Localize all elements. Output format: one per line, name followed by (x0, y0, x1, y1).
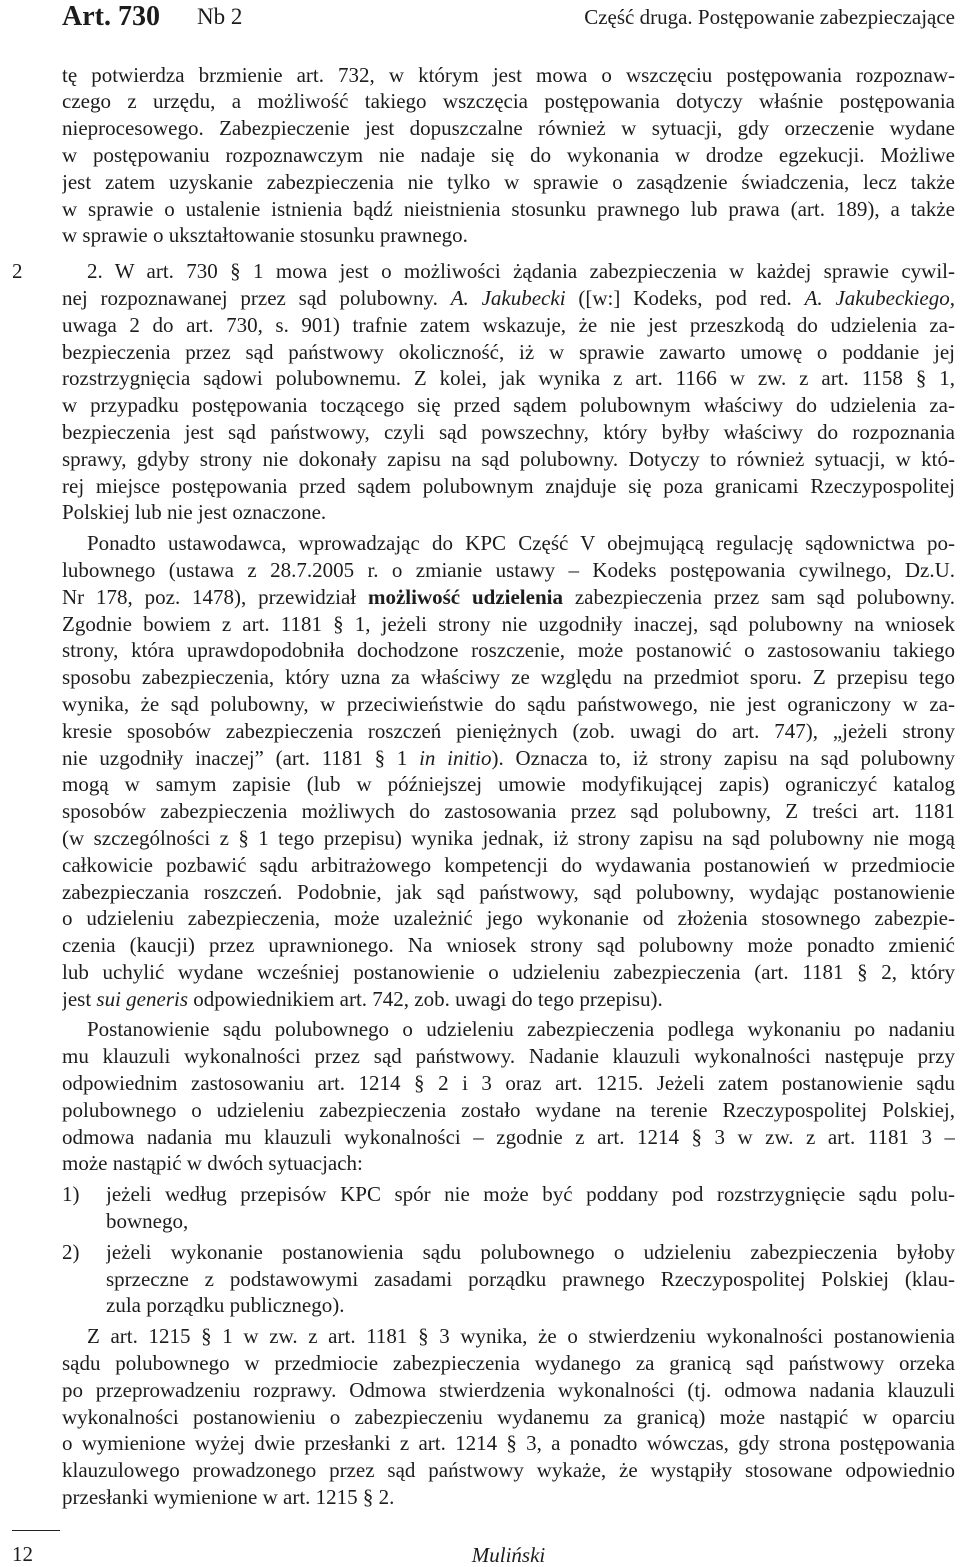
nb-number: Nb 2 (197, 4, 243, 29)
text-line (62, 419, 955, 446)
text-run: czego z urzędu, a możliwość takiego wszczęcia postępowania dotyczy właśnie postępowania (62, 89, 955, 114)
text-line (62, 852, 955, 879)
text-run: lubownego (ustawa z 28.7.2005 r. o zmianie ustawy – Kodeks postępowania cywilnego, Dz.U. (62, 557, 955, 582)
text-run: rozstrzygnięcia sądowi polubownemu. Z kolei, jak wynika z art. 1166 w zw. z art. 1158 § 1, (62, 366, 955, 391)
text-line (62, 745, 955, 772)
text-line (62, 169, 955, 196)
text-line (62, 258, 955, 285)
text-run: odpowiednim zastosowaniu art. 1214 § 2 i 3 oraz art. 1215. Jeżeli zatem postanowienie sądu (62, 1071, 955, 1096)
text-line (62, 637, 955, 664)
text-run: zula porządku publicznego). (106, 1293, 345, 1318)
text-run: w sprawie o ukształtowanie stosunku prawnego. (62, 223, 468, 248)
list-item (62, 1239, 955, 1319)
italic-text-run: sui generis (96, 986, 188, 1011)
paragraph (62, 1323, 955, 1511)
text-line (62, 115, 955, 142)
text-line (62, 142, 955, 169)
text-run: jeżeli według przepisów KPC spór nie może być poddany pod rozstrzygnięcie sądu polu- (106, 1182, 955, 1207)
text-line (62, 1070, 955, 1097)
text-run: po przeprowadzeniu rozprawy. Odmowa stwierdzenia wykonalności (tj. odmowa nadania klauzuli (62, 1377, 955, 1402)
text-line (62, 718, 955, 745)
text-line (62, 1484, 955, 1511)
text-run: sposobów zabezpieczenia możliwych do zastosowania przez sąd polubowny, Z treści art. 1181 (62, 799, 955, 824)
text-run: zabezpieczenia przez sam sąd polubowny. (562, 584, 955, 609)
text-line (62, 62, 955, 89)
text-run: w sprawie o ustalenie istnienia bądź nieistnienia stosunku prawnego lub prawa (art. 189), a także (62, 196, 955, 221)
text-run: o wymienione wyżej dwie przesłanki z art. 1214 § 3, a ponadto wówczas, gdy strona postępowania (62, 1431, 955, 1456)
list-marker: 1) (62, 1182, 80, 1207)
text-run: czenia (kaucji) przez uprawnionego. Na wniosek strony sąd polubowny może ponadto zmienić (62, 933, 955, 958)
text-line (106, 1181, 955, 1208)
text-run: ([w:] Kodeks, pod red. (565, 285, 805, 310)
list-item (62, 1181, 955, 1235)
text-run: nej rozpoznawanej przez sąd polubowny. (62, 285, 451, 310)
text-line (62, 1377, 955, 1404)
text-run: całkowicie pozbawić sądu arbitrażowego kompetencji do wydawania postanowień w przedmiocie (62, 852, 955, 877)
text-run: , (949, 285, 955, 310)
text-line (62, 986, 955, 1013)
text-run: jest zatem uzyskanie zabezpieczenia nie tylko w sprawie o zasądzenie świadczenia, lecz także (62, 169, 955, 194)
text-line (62, 1404, 955, 1431)
page-number: 12 (12, 1542, 33, 1566)
text-line (62, 1457, 955, 1484)
text-line (62, 339, 955, 366)
text-run: lub uchylić wydane wcześniej postanowienie o udzieleniu zabezpieczenia (art. 1181 § 2, który (62, 959, 955, 984)
text-line (62, 312, 955, 339)
text-line (62, 584, 955, 611)
text-run: może nastąpić w dwóch sytuacjach: (62, 1151, 363, 1176)
text-line (62, 1430, 955, 1457)
section-title: Część druga. Postępowanie zabezpieczające (584, 5, 955, 29)
text-run: (w szczególności z § 1 tego przepisu) wynika jednak, iż strony zapisu na sąd polubowny nie mogą (62, 825, 955, 850)
text-line (62, 473, 955, 500)
text-line (62, 879, 955, 906)
paragraph (12, 258, 955, 526)
text-run: rej miejsce postępowania przed sądem polubownym znajduje się poza granicami Rzeczypospolitej (62, 473, 955, 498)
text-run: Postanowienie sądu polubownego o udzieleniu zabezpieczenia podlega wykonaniu po nadaniu (87, 1017, 955, 1042)
footer-rule (12, 1530, 60, 1531)
text-run: Ponadto ustawodawca, wprowadzając do KPC Część V obejmującą regulację sądownictwa po- (87, 531, 955, 556)
text-run: kresie sposobów zabezpieczenia roszczeń pieniężnych (zob. uwagi do art. 747), „jeżeli strony (62, 718, 955, 743)
text-run: sprawy, gdyby strony nie dokonały zapisu na sąd polubowny. Dotyczy to również sytuacji, w któ- (62, 446, 955, 471)
text-run: strony, która uprawdopodobniła dochodzone roszczenie, może postanowić o zastosowaniu takiego (62, 638, 955, 663)
text-run: jeżeli wykonanie postanowienia sądu polubownego o udzieleniu zabezpieczenia byłoby (106, 1239, 955, 1264)
italic-text-run: A. Jakubecki (450, 285, 566, 310)
text-line (62, 1150, 955, 1177)
text-line (62, 611, 955, 638)
text-line (62, 365, 955, 392)
text-run: bezpieczenia przez sąd państwowy okoliczność, iż w sprawie zawarto umowę o poddanie jej (62, 339, 955, 364)
text-line (62, 771, 955, 798)
text-run: jest (62, 986, 97, 1011)
text-line (62, 392, 955, 419)
text-run: tę potwierdza brzmienie art. 732, w którym jest mowa o wszczęciu postępowania rozpoznaw- (62, 62, 955, 87)
author-name: Muliński (471, 1543, 546, 1567)
text-line (62, 905, 955, 932)
list-marker: 2) (62, 1239, 80, 1264)
text-run: Polskiej lub nie jest oznaczone. (62, 500, 327, 525)
text-run: bezpieczenia jest sąd państwowy, czyli sąd powszechny, który byłby właściwy do rozpoznania (62, 419, 955, 444)
text-line (62, 222, 955, 249)
text-run: o udzieleniu zabezpieczenia, może uzależnić jego wykonanie od złożenia stosownego zabezpie- (62, 906, 955, 931)
text-run: ). Oznacza to, iż strony zapisu na sąd polubowny (491, 745, 955, 770)
text-line (62, 1323, 955, 1350)
text-line (62, 196, 955, 223)
text-line (62, 446, 955, 473)
text-run: bownego, (106, 1209, 189, 1234)
text-line (62, 499, 955, 526)
text-run: mogą w samym zapisie (lub w późniejszej umowie modyfikującej zapis) ograniczyć katalog (62, 772, 955, 797)
text-run: sądu polubownego w przedmiocie zabezpieczenia wydanego za granicą sąd państwowy orzeka (62, 1351, 955, 1376)
text-run: Nr 178, poz. 1478), przewidział (62, 584, 368, 609)
text-line (62, 557, 955, 584)
text-run: odmowa nadania mu klauzuli wykonalności – zgodnie z art. 1214 § 3 w zw. z art. 1181 3 – (62, 1124, 955, 1149)
paragraph (62, 530, 955, 1012)
text-line (106, 1208, 955, 1235)
italic-text-run: A. Jakubeckiego (804, 285, 950, 310)
text-run: sposobu zabezpieczenia, który uzna za właściwy ze względu na przedmiot sporu. Z przepisu tego (62, 665, 955, 690)
text-line (106, 1239, 955, 1266)
text-run: przesłanki wymienione w art. 1215 § 2. (62, 1485, 395, 1510)
bold-text-run: możliwość udzielenia (367, 584, 563, 609)
running-header (62, 0, 955, 34)
italic-text-run: in initio (419, 745, 492, 770)
text-line (62, 932, 955, 959)
text-line (106, 1266, 955, 1293)
text-line (62, 798, 955, 825)
article-number: Art. 730 (62, 1, 160, 32)
text-run: Z art. 1215 § 1 w zw. z art. 1181 § 3 wynika, że o stwierdzeniu wykonalności postanowienia (87, 1324, 955, 1349)
text-line (62, 1350, 955, 1377)
text-line (106, 1292, 955, 1319)
text-run: polubownego o udzieleniu zabezpieczenia zostało wydane na terenie Rzeczypospolitej Polskiej, (62, 1097, 955, 1122)
text-line (62, 285, 955, 312)
text-line (62, 88, 955, 115)
text-run: mu klauzuli wykonalności przez sąd państwowy. Nadanie klauzuli wykonalności następuje przy (62, 1044, 955, 1069)
text-run: wynika, że sąd polubowny, w przeciwieństwie do sądu państwowego, nie jest ograniczony w za- (62, 691, 955, 716)
text-line (62, 1016, 955, 1043)
text-run: uwaga 2 do art. 730, s. 901) trafnie zatem wskazuje, że nie jest przeszkodą do udzielenia za- (62, 312, 955, 337)
text-run: klauzulowego prowadzonego przez sąd państwowy wykaże, że wystąpiły stosowane odpowiednio (62, 1458, 955, 1483)
text-run: nie uzgodniły inaczej” (art. 1181 § 1 (62, 745, 420, 770)
text-run: 2. W art. 730 § 1 mowa jest o możliwości żądania zabezpieczenia w każdej sprawie cywil- (87, 259, 955, 284)
text-line (62, 664, 955, 691)
paragraph (62, 62, 955, 250)
text-run: w postępowaniu rozpoznawczym nie nadaje się do wykonania w drodze egzekucji. Możliwe (62, 142, 955, 167)
text-line (62, 825, 955, 852)
text-run: w przypadku postępowania toczącego się przed sądem polubownym właściwy do udzielenia za- (62, 393, 955, 418)
paragraph (62, 1016, 955, 1177)
text-run: Zgodnie bowiem z art. 1181 § 1, jeżeli strony nie uzgodniły inaczej, sąd polubowny na wniosek (62, 611, 955, 636)
text-line (62, 1043, 955, 1070)
text-line (62, 691, 955, 718)
document-body (12, 62, 955, 1511)
text-line (62, 1124, 955, 1151)
text-line (62, 1097, 955, 1124)
text-run: odpowiednikiem art. 742, zob. uwagi do tego przepisu). (188, 986, 663, 1011)
text-run: wykonalności postanowieniu o zabezpieczeniu wydanemu za granicą) może nastąpić w oparciu (62, 1404, 955, 1429)
text-line (62, 530, 955, 557)
text-run: sprzeczne z podstawowymi zasadami porządku prawnego Rzeczypospolitej Polskiej (klau- (106, 1266, 955, 1291)
text-line (62, 959, 955, 986)
margin-number: 2 (12, 259, 23, 284)
text-run: zabezpieczania roszczeń. Podobnie, jak sąd państwowy, sąd polubowny, wydając postanowienie (62, 879, 955, 904)
text-run: nieprocesowego. Zabezpieczenie jest dopuszczalne również w sytuacji, gdy orzeczenie wydane (62, 116, 955, 141)
